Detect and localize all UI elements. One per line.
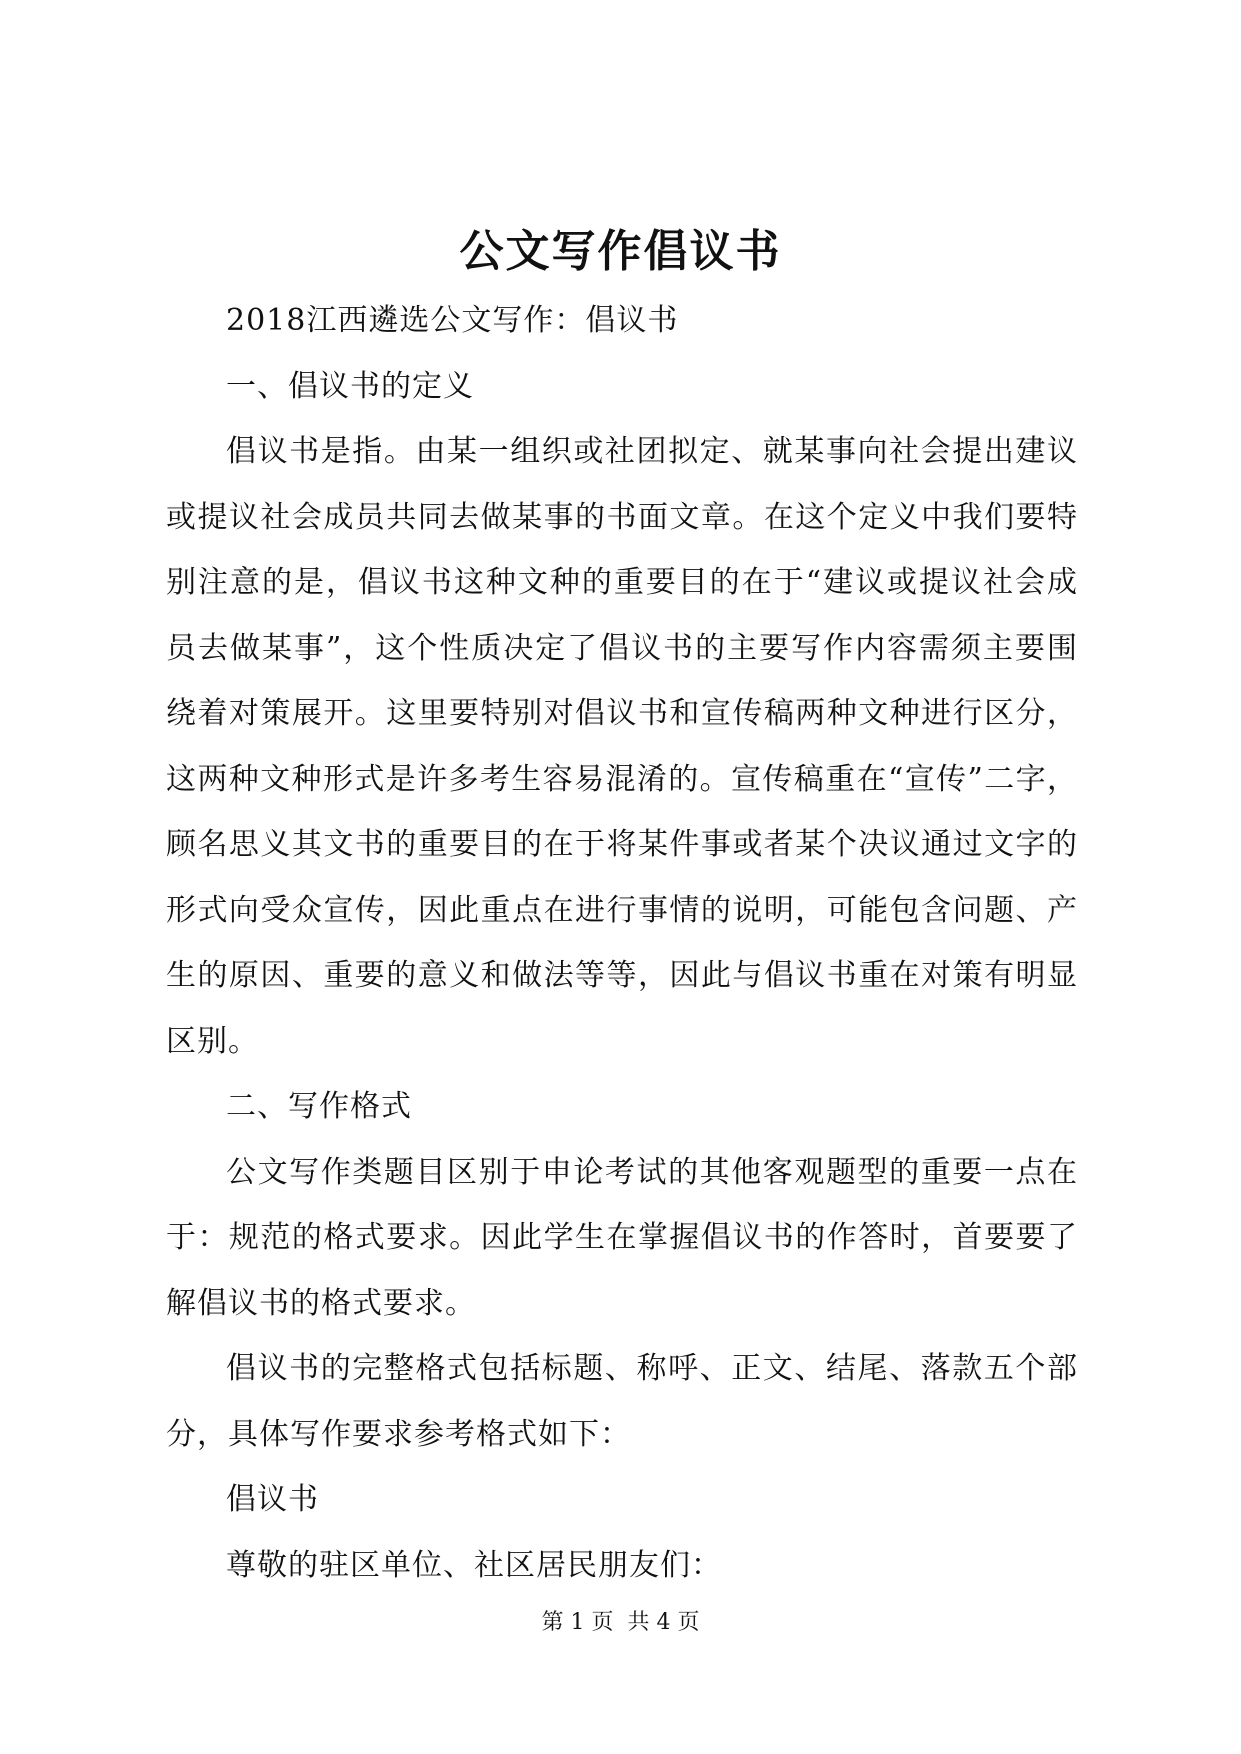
section-heading-format: 二、写作格式 [226, 1089, 412, 1124]
page-number-footer: 第 1 页 共 4 页 [541, 1610, 700, 1635]
paragraph-format-intro: 公文写作类题目区别于申论考试的其他客观题型的重要一点在于：规范的格式要求。因此学生在掌握倡议书的作答时，首要要了解倡议书的格式要求。 [166, 1154, 1078, 1321]
section-heading-definition: 一、倡议书的定义 [226, 368, 474, 404]
paragraph-subtitle: 2018江西遴选公文写作：倡议书 [226, 303, 679, 338]
document-body [166, 288, 1078, 1598]
sample-salutation: 尊敬的驻区单位、社区居民朋友们： [226, 1547, 722, 1583]
sample-heading: 倡议书 [226, 1482, 319, 1517]
document-title: 公文写作倡议书 [459, 226, 782, 277]
paragraph-format-parts: 倡议书的完整格式包括标题、称呼、正文、结尾、落款五个部分，具体写作要求参考格式如下： [166, 1351, 1078, 1452]
paragraph-definition: 倡议书是指。由某一组织或社团拟定、就某事向社会提出建议或提议社会成员共同去做某事的书面文章。在这个定义中我们要特别注意的是，倡议书这种文种的重要目的在于“建议或提议社会成员去做某事”，这个性质决定了倡议书的主要写作内容需须主要围绕着对策展开。这里要特别对倡议书和宣传稿两种文种进行区分，这两种文种形式是许多考生容易混淆的。宣传稿重在“宣传”二字，顾名思义其文书的重要目的在于将某件事或者某个决议通过文字的形式向受众宣传，因此重点在进行事情的说明，可能包含问题、产生的原因、重要的意义和做法等等，因此与倡议书重在对策有明显区别。 [166, 434, 1078, 1059]
